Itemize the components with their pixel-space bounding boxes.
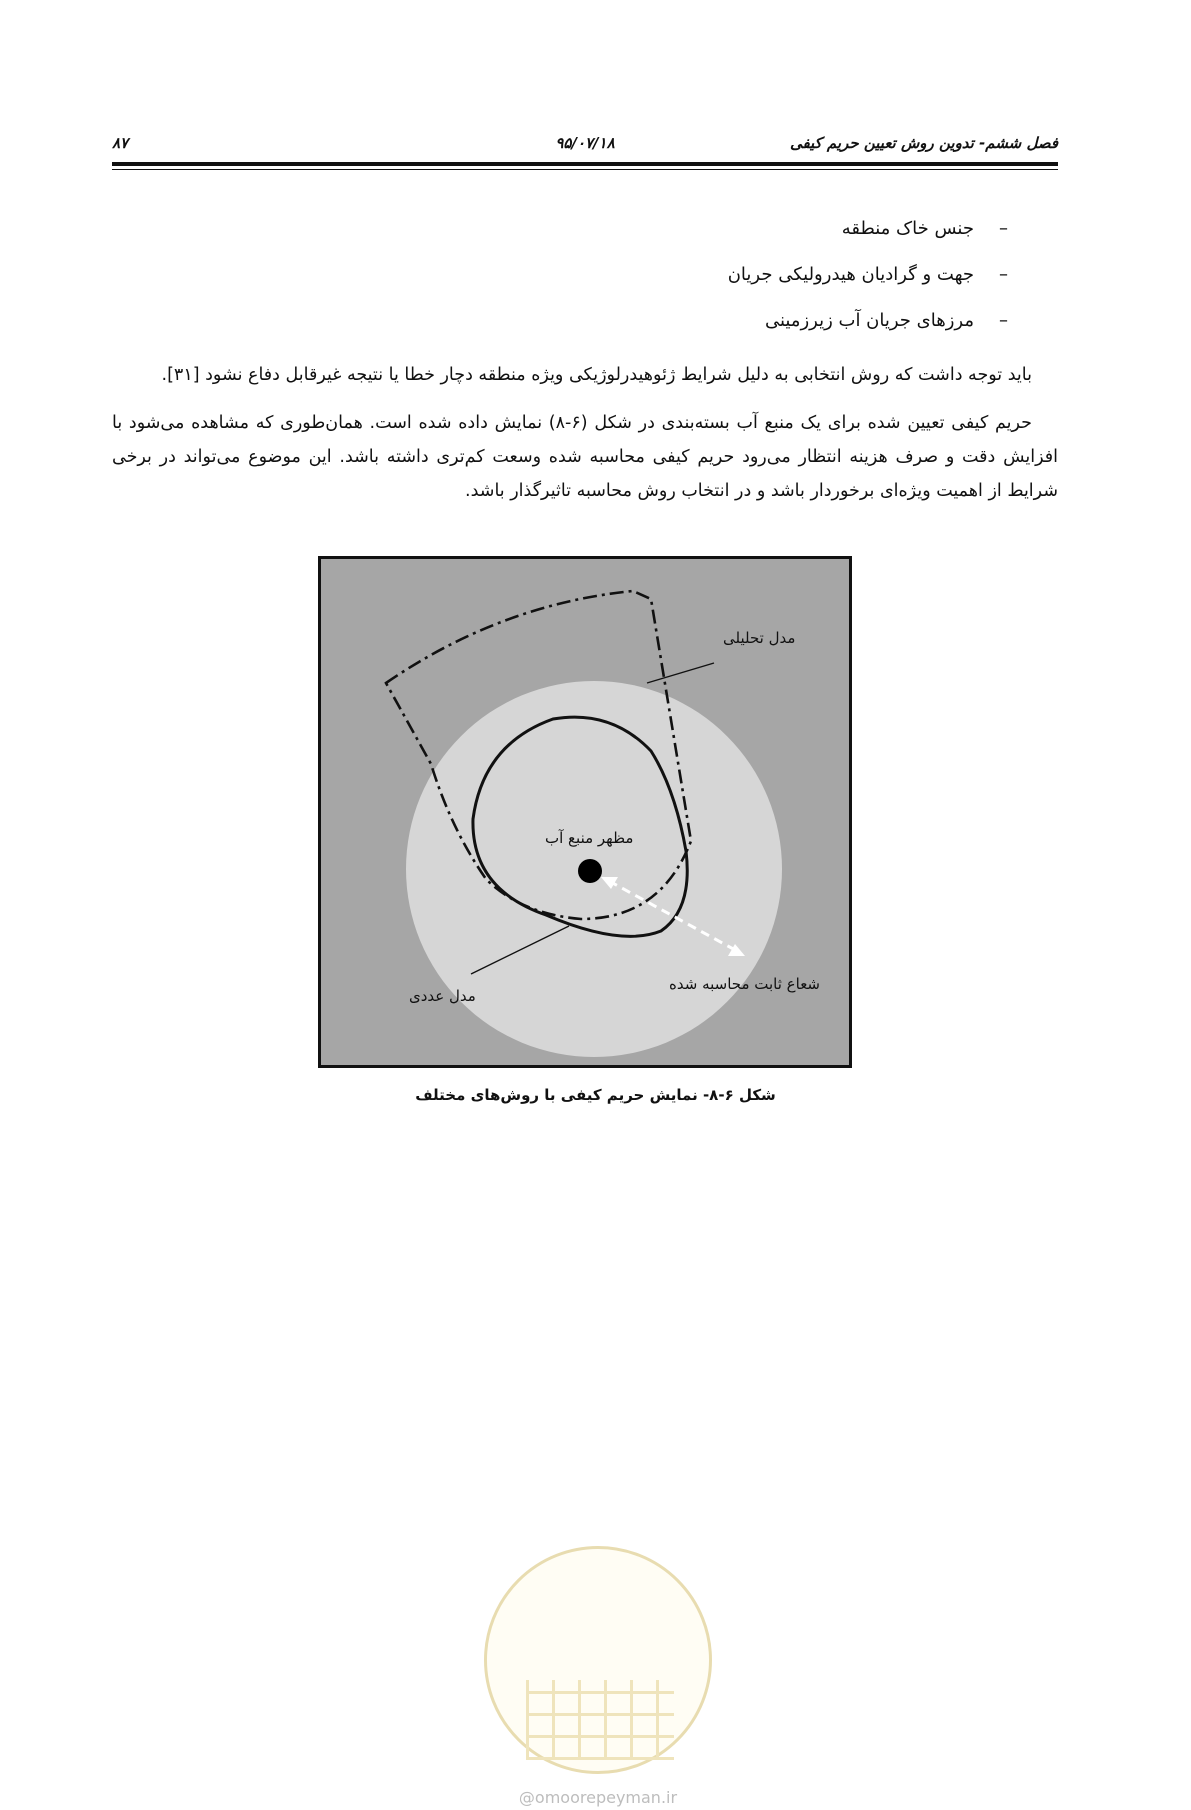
page-header: [112, 128, 1058, 162]
numerical-model-label: مدل عددی: [409, 987, 476, 1005]
dash-bullet-icon: –: [999, 310, 1008, 331]
seal-grid-icon: [526, 1680, 674, 1760]
fixed-radius-label: شعاع ثابت محاسبه شده: [669, 975, 821, 993]
paragraph: حریم کیفی تعیین شده برای یک منبع آب بسته‌بندی در شکل (۶-۸) نمایش داده شده است. همان‌طوری که مشاهده می‌شود با افزایش دقت و صرف هزینه انتظار می‌رود حریم کیفی محاسبه شده وسعت کم‌تری داشته باشد. این موضوع می‌تواند در برخی شرایط از اهمیت ویژه‌ای برخوردار باشد و در انتخاب روش محاسبه تاثیرگذار باشد.: [112, 413, 1058, 501]
list-item: [728, 261, 1008, 307]
figure-caption: شکل ۶-۸- نمایش حریم کیفی با روش‌های مختلف: [415, 1086, 776, 1104]
paragraph: باید توجه داشت که روش انتخابی به دلیل شرایط ژئوهیدرلوژیکی ویژه منطقه دچار خطا یا نتیجه غیرقابل دفاع نشود [۳۱].: [161, 365, 1032, 385]
header-date: ۹۵/۰۷/۱۸: [555, 134, 615, 152]
list-item-text: مرزهای جریان آب زیرزمینی: [764, 310, 974, 331]
list-item-text: جهت و گرادیان هیدرولیکی جریان: [727, 264, 974, 285]
analytical-leader-line: [647, 663, 714, 683]
water-source-label: مظهر منبع آب: [545, 829, 634, 847]
protection-zone-figure: [318, 556, 852, 1068]
dash-bullet-icon: –: [999, 218, 1008, 239]
watermark-logo: [478, 1540, 728, 1810]
analytical-model-label: مدل تحلیلی: [723, 629, 796, 647]
list-item-text: جنس خاک منطقه: [841, 218, 974, 239]
water-source-dot: [578, 859, 602, 883]
list-item: [728, 215, 1008, 261]
header-rule-thin: [112, 169, 1058, 170]
bullet-list: [728, 215, 1008, 353]
list-item: [728, 307, 1008, 353]
header-rule-thick: [112, 162, 1058, 166]
dash-bullet-icon: –: [999, 264, 1008, 285]
chapter-title: فصل ششم- تدوین روش تعیین حریم کیفی: [789, 134, 1058, 152]
watermark-site-text: @omoorepeyman.ir: [518, 1788, 678, 1807]
page-number: ۸۷: [112, 134, 129, 152]
